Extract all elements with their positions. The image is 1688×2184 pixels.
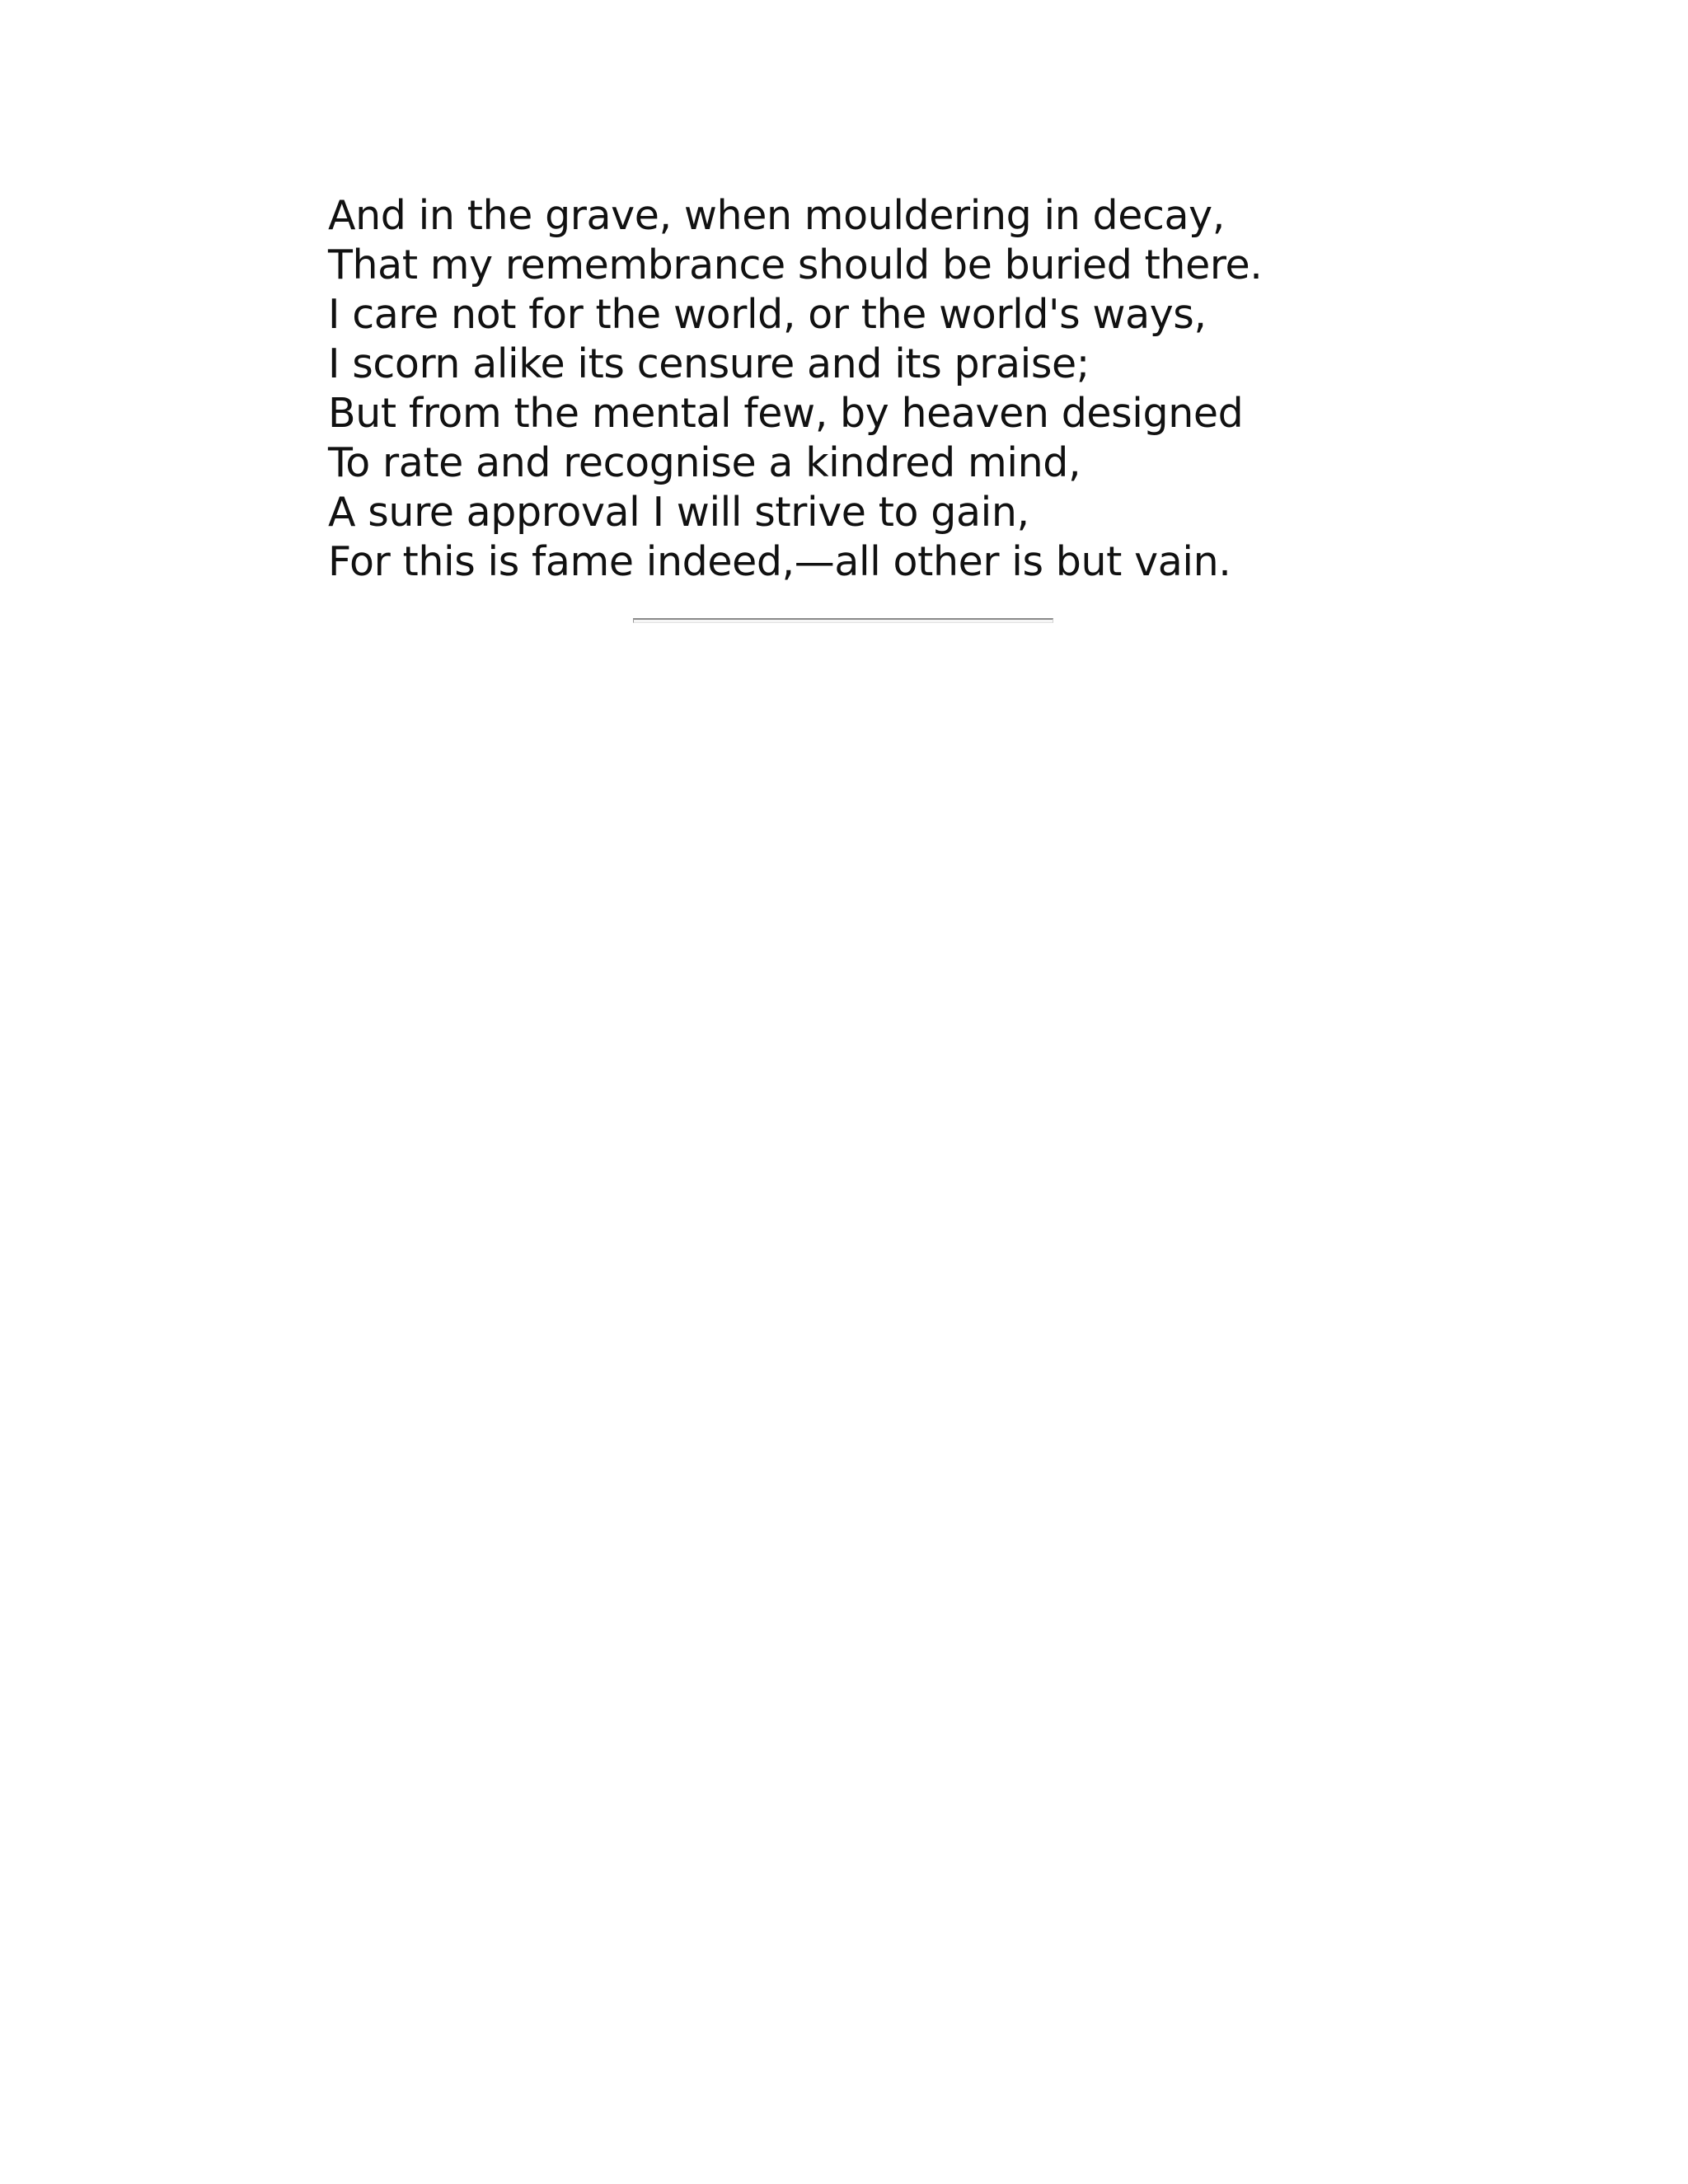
poem-line: But from the mental few, by heaven designed <box>328 390 1244 437</box>
poem-line: For this is fame indeed,—all other is but vain. <box>328 538 1231 585</box>
poem-stanza <box>328 191 1317 587</box>
poem-line: To rate and recognise a kindred mind, <box>328 439 1081 486</box>
poem-line: That my remembrance should be buried there. <box>328 241 1263 288</box>
poem-line: And in the grave, when mouldering in decay, <box>328 192 1225 239</box>
poem-line: I care not for the world, or the world's ways, <box>328 291 1207 338</box>
horizontal-rule-divider <box>633 618 1053 623</box>
poem-line: A sure approval I will strive to gain, <box>328 489 1029 536</box>
poem-line: I scorn alike its censure and its praise; <box>328 340 1090 387</box>
